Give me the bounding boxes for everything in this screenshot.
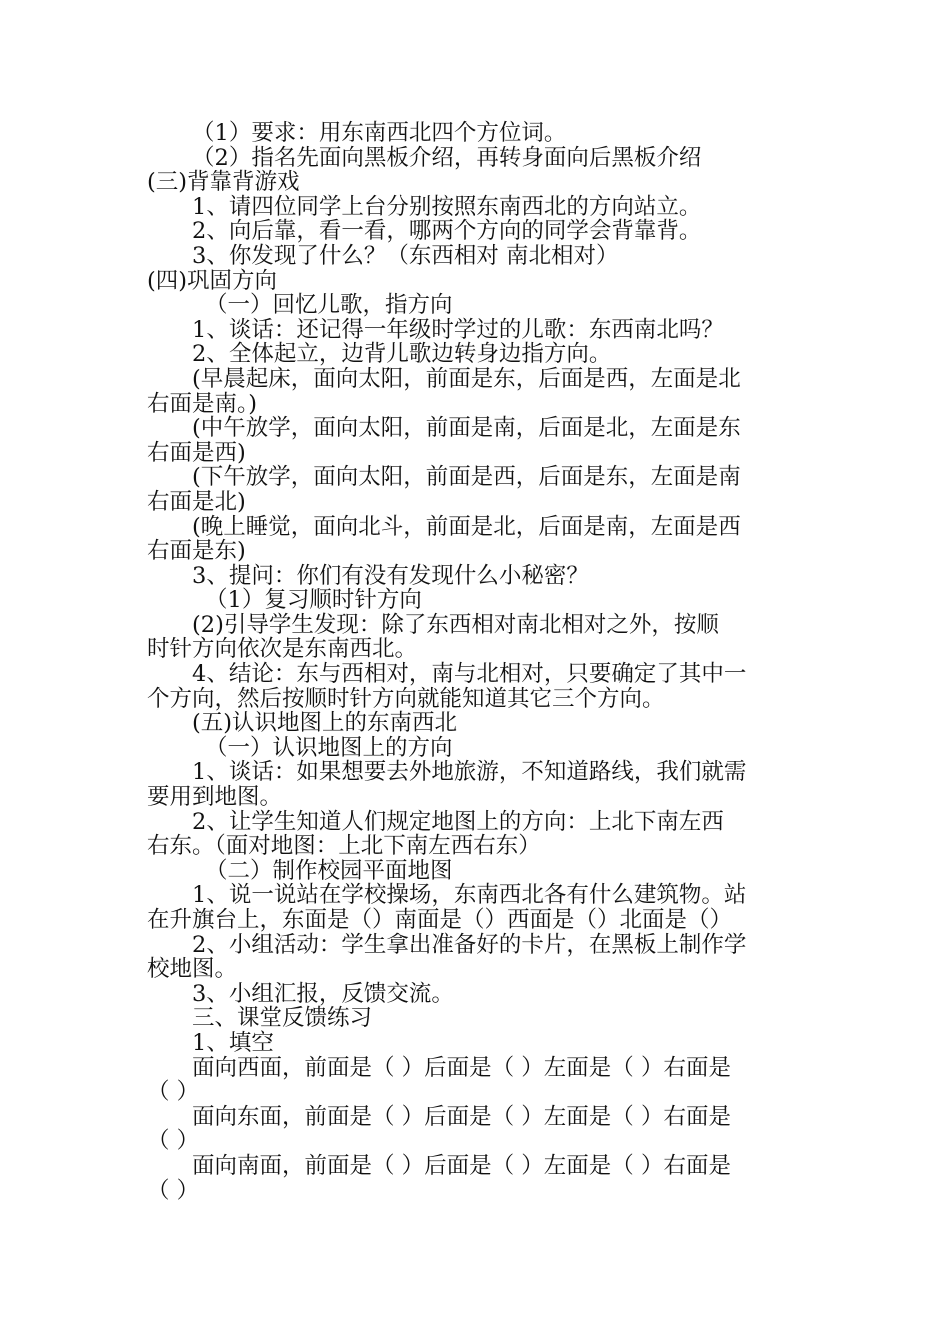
text-line: 个方向，然后按顺时针方向就能知道其它三个方向。 [147,685,665,712]
text-line: (2)引导学生发现：除了东西相对南北相对之外，按顺 [192,611,719,638]
text-line: （一）认识地图上的方向 [205,734,453,761]
text-line: （1）复习顺时针方向 [205,587,422,614]
text-line: 1、填空 [192,1029,274,1056]
text-line: 1、请四位同学上台分别按照东南西北的方向站立。 [192,193,702,220]
text-line: (四)巩固方向 [147,267,278,294]
text-line: （ ） [147,1128,200,1155]
text-line: 3、小组汇报，反馈交流。 [192,980,454,1007]
text-line: （ ） [147,1177,200,1204]
text-line: 右面是南。) [147,390,258,417]
text-line: (三)背靠背游戏 [147,169,300,196]
text-line: (晚上睡觉，面向北斗，前面是北，后面是南，左面是西 [192,513,741,540]
text-line: 3、你发现了什么？（东西相对 南北相对） [192,242,619,269]
text-line: 右东。（面对地图：上北下南左西右东） [147,833,541,860]
text-line: 1、谈话：如果想要去外地旅游，不知道路线，我们就需 [192,759,747,786]
text-line: (五)认识地图上的东南西北 [192,710,458,737]
document-body [147,121,757,1203]
text-line: 2、小组活动：学生拿出准备好的卡片，在黑板上制作学 [192,931,747,958]
text-line: (中午放学，面向太阳，前面是南，后面是北，左面是东 [192,415,741,442]
text-line: （一）回忆儿歌，指方向 [205,292,453,319]
text-line: 在升旗台上，东面是（）南面是（）西面是（）北面是（） [147,907,733,933]
text-line: 2、全体起立，边背儿歌边转身边指方向。 [192,341,612,368]
text-line: 面向西面，前面是（ ）后面是（ ）左面是（ ）右面是 [192,1054,731,1081]
text-line: （ ） [147,1079,200,1106]
text-line: 2、向后靠，看一看，哪两个方向的同学会背靠背。 [192,218,702,245]
text-line: 2、让学生知道人们规定地图上的方向：上北下南左西 [192,808,724,835]
text-line: 右面是北) [147,488,246,515]
text-line: （2）指名先面向黑板介绍，再转身面向后黑板介绍 [192,144,702,171]
text-line: 1、谈话：还记得一年级时学过的儿歌：东西南北吗？ [192,316,724,343]
text-line: 要用到地图。 [147,784,283,811]
text-line: (早晨起床，面向太阳，前面是东，后面是西，左面是北 [192,365,741,392]
text-line: 面向东面，前面是（ ）后面是（ ）左面是（ ）右面是 [192,1103,731,1130]
text-line: 时针方向依次是东南西北。 [147,636,418,663]
text-line: 三、课堂反馈练习 [192,1005,373,1032]
text-line: （1）要求：用东南西北四个方位词。 [192,120,567,146]
text-line: 右面是东) [147,538,246,565]
text-line: 校地图。 [147,956,238,983]
text-line: 面向南面，前面是（ ）后面是（ ）左面是（ ）右面是 [192,1152,731,1179]
text-line: （二）制作校园平面地图 [205,857,453,884]
text-line: 右面是西) [147,439,246,466]
text-line: 1、说一说站在学校操场，东南西北各有什么建筑物。站 [192,882,747,909]
text-line: 3、提问：你们有没有发现什么小秘密？ [192,562,589,589]
text-line: (下午放学，面向太阳，前面是西，后面是东，左面是南 [192,464,741,491]
text-line: 4、结论：东与西相对，南与北相对，只要确定了其中一 [192,661,747,688]
